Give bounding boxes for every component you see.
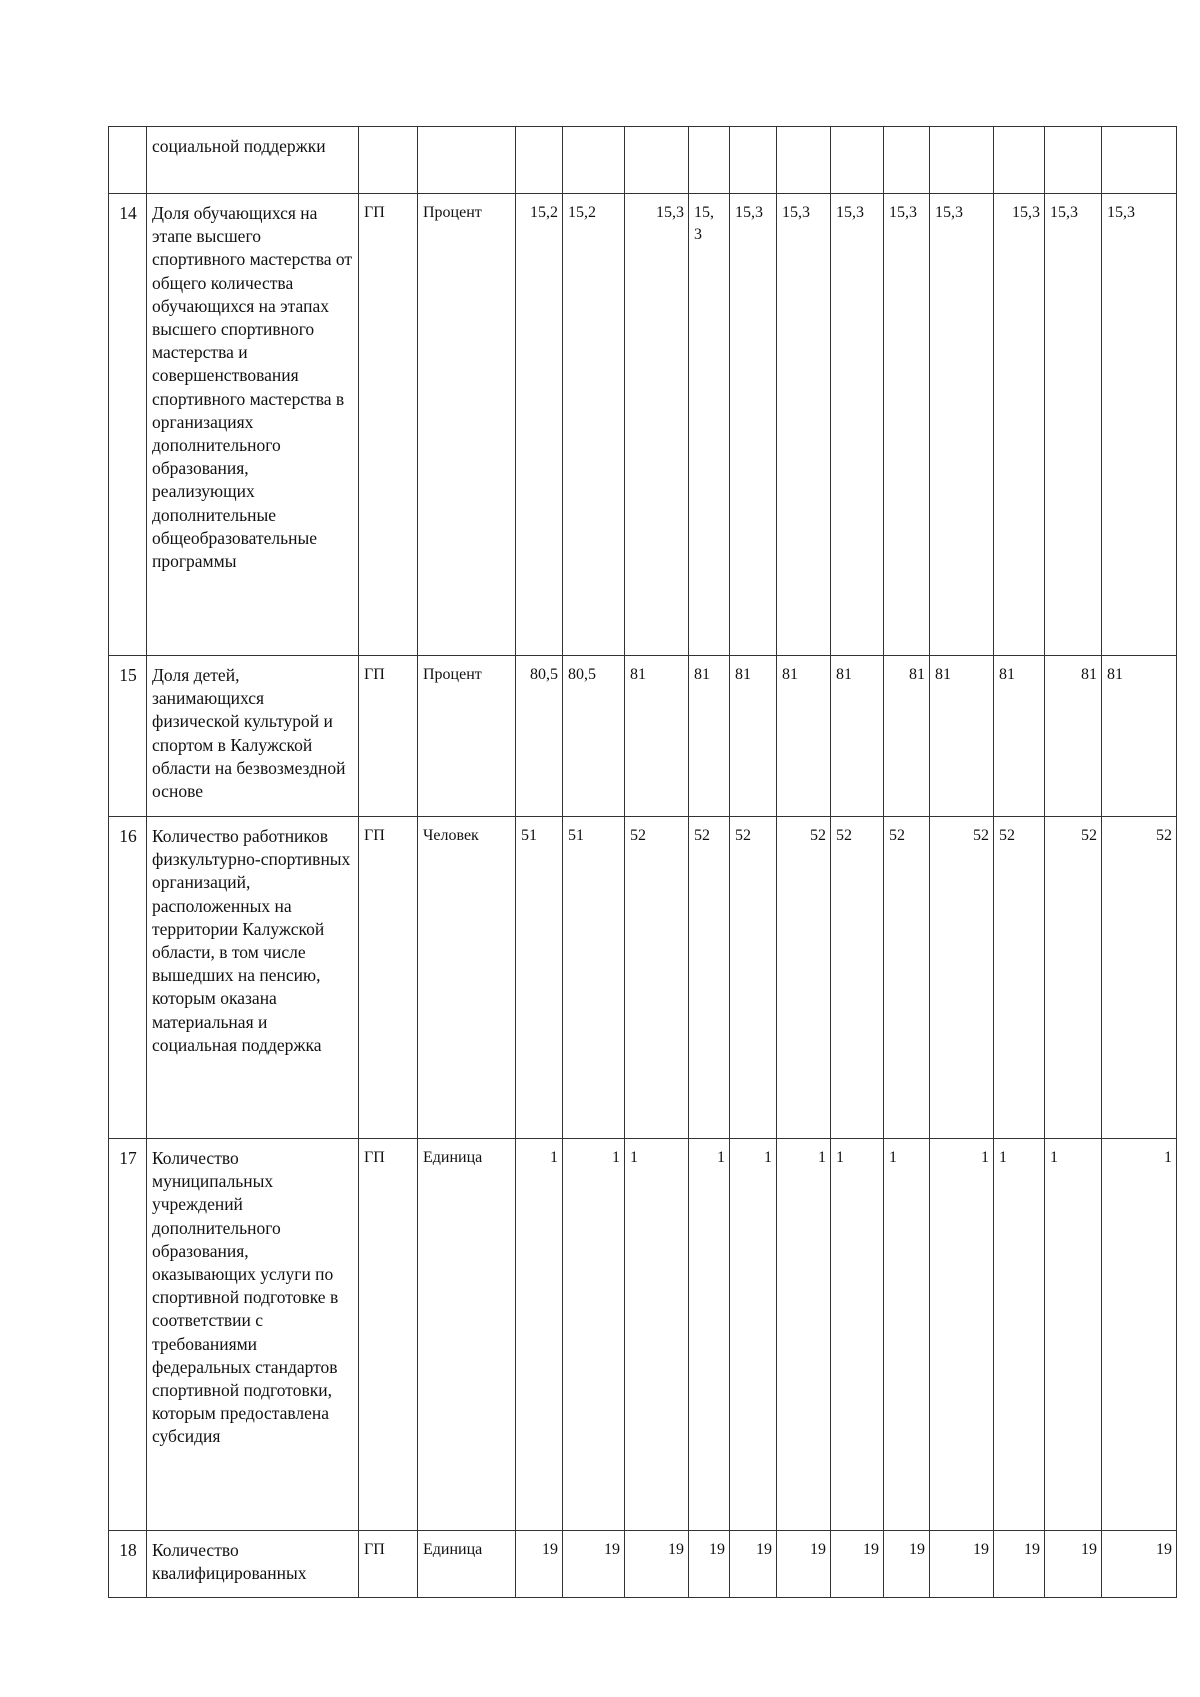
unit-cell: [418, 127, 516, 194]
value-cell: 1: [1045, 1139, 1102, 1531]
value-cell: [516, 127, 563, 194]
table-row: [109, 1531, 1177, 1598]
value-cell: 1: [730, 1139, 777, 1531]
value-cell: 1: [625, 1139, 689, 1531]
value-cell: 1: [1102, 1139, 1177, 1531]
value-cell: 15,3: [625, 194, 689, 656]
value-cell: 19: [1045, 1531, 1102, 1598]
indicators-table: [108, 126, 1177, 1598]
value-cell: 1: [777, 1139, 831, 1531]
row-number-cell: [109, 127, 147, 194]
value-cell: 19: [689, 1531, 730, 1598]
value-cell: [1102, 127, 1177, 194]
value-cell: 19: [884, 1531, 930, 1598]
value-cell: 19: [730, 1531, 777, 1598]
source-cell: ГП: [359, 656, 418, 817]
indicator-name-cell: Количество муниципальных учреждений дополнительного образования, оказывающих услуги по спортивной подготовке в соответствии с требованиями федеральных стандартов спортивной подготовки, которым предоставлена субсидия: [147, 1139, 359, 1531]
value-cell: 52: [994, 817, 1045, 1139]
table-row: [109, 127, 1177, 194]
value-cell: 52: [625, 817, 689, 1139]
table-row: [109, 194, 1177, 656]
indicator-name-cell: Доля детей, занимающихся физической культурой и спортом в Калужской области на безвозмездной основе: [147, 656, 359, 817]
value-cell: 52: [777, 817, 831, 1139]
value-cell: 1: [994, 1139, 1045, 1531]
value-cell: 19: [777, 1531, 831, 1598]
value-cell: [884, 127, 930, 194]
value-cell: 15,2: [516, 194, 563, 656]
value-cell: [563, 127, 625, 194]
value-cell: 81: [625, 656, 689, 817]
value-cell: [831, 127, 884, 194]
source-cell: ГП: [359, 817, 418, 1139]
source-cell: [359, 127, 418, 194]
row-number-cell: 17: [109, 1139, 147, 1531]
table-body: [109, 127, 1177, 1598]
value-cell: 15,2: [563, 194, 625, 656]
value-cell: 19: [516, 1531, 563, 1598]
value-cell: 1: [563, 1139, 625, 1531]
value-cell: 1: [930, 1139, 994, 1531]
value-cell: 52: [831, 817, 884, 1139]
value-cell: 15,3: [831, 194, 884, 656]
table-row: [109, 656, 1177, 817]
value-cell: 51: [563, 817, 625, 1139]
value-cell: 1: [884, 1139, 930, 1531]
value-cell: 52: [884, 817, 930, 1139]
value-cell: 15,3: [1045, 194, 1102, 656]
value-cell: [930, 127, 994, 194]
value-cell: 1: [831, 1139, 884, 1531]
unit-cell: Единица: [418, 1139, 516, 1531]
value-cell: 15,3: [730, 194, 777, 656]
table-row: [109, 1139, 1177, 1531]
indicator-name-cell: Количество квалифицированных: [147, 1531, 359, 1598]
value-cell: [994, 127, 1045, 194]
value-cell: 15,3: [994, 194, 1045, 656]
value-cell: 15,3: [930, 194, 994, 656]
indicator-name-cell: Доля обучающихся на этапе высшего спортивного мастерства от общего количества обучающихся на этапах высшего спортивного мастерства и совершенствования спортивного мастерства в организациях дополнительного образования, реализующих дополнительные общеобразовательные программы: [147, 194, 359, 656]
value-cell: 51: [516, 817, 563, 1139]
unit-cell: Процент: [418, 656, 516, 817]
value-cell: 81: [831, 656, 884, 817]
value-cell: 19: [1102, 1531, 1177, 1598]
value-cell: 81: [777, 656, 831, 817]
value-cell: [689, 127, 730, 194]
value-cell: 81: [884, 656, 930, 817]
value-cell: 15,3: [1102, 194, 1177, 656]
value-cell: 81: [1045, 656, 1102, 817]
value-cell: [777, 127, 831, 194]
row-number-cell: 15: [109, 656, 147, 817]
source-cell: ГП: [359, 1531, 418, 1598]
value-cell: 19: [994, 1531, 1045, 1598]
value-cell: 80,5: [563, 656, 625, 817]
value-cell: 52: [930, 817, 994, 1139]
value-cell: 15,3: [884, 194, 930, 656]
value-cell: 81: [994, 656, 1045, 817]
value-cell: 19: [625, 1531, 689, 1598]
source-cell: ГП: [359, 1139, 418, 1531]
value-cell: 1: [516, 1139, 563, 1531]
value-cell: 52: [1102, 817, 1177, 1139]
indicator-name-cell: социальной поддержки: [147, 127, 359, 194]
unit-cell: Процент: [418, 194, 516, 656]
value-cell: [625, 127, 689, 194]
table-row: [109, 817, 1177, 1139]
value-cell: 52: [1045, 817, 1102, 1139]
value-cell: 15, 3: [689, 194, 730, 656]
value-cell: 52: [689, 817, 730, 1139]
value-cell: 81: [1102, 656, 1177, 817]
row-number-cell: 14: [109, 194, 147, 656]
value-cell: 19: [930, 1531, 994, 1598]
value-cell: 81: [689, 656, 730, 817]
value-cell: 52: [730, 817, 777, 1139]
value-cell: 81: [730, 656, 777, 817]
source-cell: ГП: [359, 194, 418, 656]
value-cell: 81: [930, 656, 994, 817]
row-number-cell: 18: [109, 1531, 147, 1598]
value-cell: 80,5: [516, 656, 563, 817]
value-cell: 19: [563, 1531, 625, 1598]
unit-cell: Единица: [418, 1531, 516, 1598]
row-number-cell: 16: [109, 817, 147, 1139]
value-cell: [730, 127, 777, 194]
unit-cell: Человек: [418, 817, 516, 1139]
value-cell: [1045, 127, 1102, 194]
value-cell: 19: [831, 1531, 884, 1598]
indicator-name-cell: Количество работников физкультурно-спортивных организаций, расположенных на территории Калужской области, в том числе вышедших на пенсию, которым оказана материальная и социальная поддержка: [147, 817, 359, 1139]
value-cell: 1: [689, 1139, 730, 1531]
value-cell: 15,3: [777, 194, 831, 656]
